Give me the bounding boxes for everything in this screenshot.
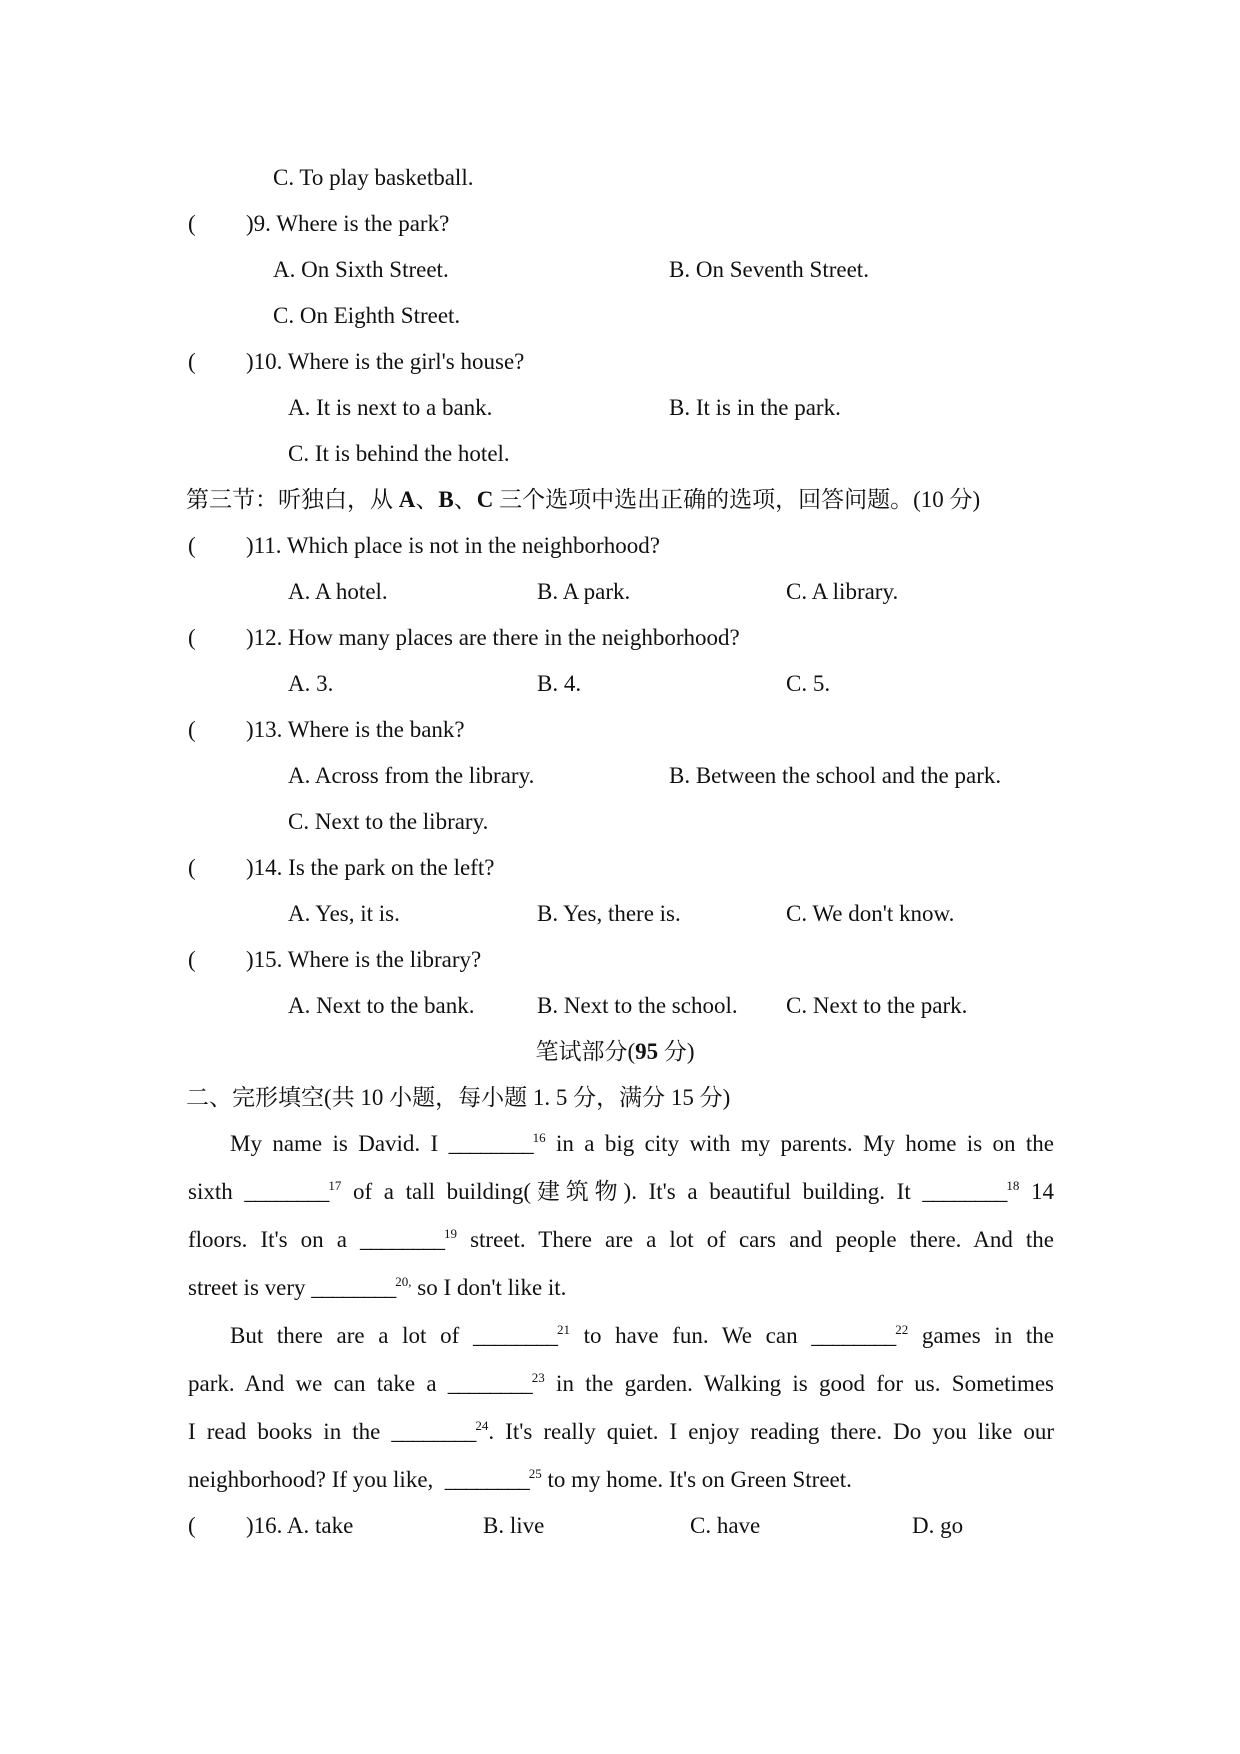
q15-stem: )15. Where is the library? [246,947,482,972]
q8-option-c-row [0,158,1240,198]
q10-option-c: C. It is behind the hotel. [288,441,510,466]
blank-24: ________ [391,1419,476,1444]
q10-stem: )10. Where is the girl's house? [246,349,525,374]
text: But there are a lot of [230,1323,473,1348]
text: street is very [188,1275,312,1300]
text: games in the [908,1323,1055,1348]
text: floors. It's on a [188,1227,361,1252]
q10-options-row [0,388,1240,428]
q12-option-c: C. 5. [786,671,831,696]
q13-stem-row [0,710,1240,750]
blank-number-16: 16 [532,1130,546,1145]
q11-option-c: C. A library. [786,579,899,604]
blank-22: ________ [811,1323,896,1348]
blank-16: ________ [448,1131,533,1156]
passage-p2-line2 [188,1364,1054,1404]
q9-option-a: A. On Sixth Street. [273,257,449,282]
text: My name is David. I [230,1131,449,1156]
cloze-heading: 二、完形填空(共 10 小题，每小题 1. 5 分，满分 15 分) [186,1085,731,1110]
q16-option-d: D. go [912,1513,964,1538]
q13-stem: )13. Where is the bank? [246,717,465,742]
q13-options-row [0,756,1240,796]
blank-19: ________ [360,1227,445,1252]
passage-p2-line4 [188,1460,1054,1500]
q15-option-c: C. Next to the park. [786,993,968,1018]
written-heading-suffix: 分) [658,1039,695,1064]
q15-stem-row [0,940,1240,980]
passage-p2-line3 [188,1412,1054,1452]
blank-number-20: 20, [395,1274,412,1289]
q9-option-c: C. On Eighth Street. [273,303,461,328]
q9-option-c-row [0,296,1240,336]
q13-option-c-row [0,802,1240,842]
section3-heading [0,480,1240,520]
text: park. And we can take a [188,1371,448,1396]
separator: 、 [415,487,439,512]
blank-number-18: 18 [1006,1178,1020,1193]
text: of a tall building(建筑物). It's a beautiful building. It [341,1179,923,1204]
text: street. There are a lot of cars and people there. And the [457,1227,1054,1252]
q16-option-b: B. live [483,1513,545,1538]
blank-18: ________ [922,1179,1007,1204]
q14-option-a: A. Yes, it is. [288,901,400,926]
q14-stem: )14. Is the park on the left? [246,855,495,880]
text: I read books in the [188,1419,392,1444]
section3-heading-part1: 第三节：听独白，从 [186,487,399,512]
q15-option-a: A. Next to the bank. [288,993,475,1018]
blank-20: ________ [311,1275,396,1300]
q11-option-a: A. A hotel. [288,579,388,604]
passage-p1-line3 [188,1220,1054,1260]
text: in a big city with my parents. My home is on the [545,1131,1054,1156]
q9-stem: )9. Where is the park? [246,211,450,236]
q14-option-b: B. Yes, there is. [537,901,681,926]
text: neighborhood? If you like, [188,1467,445,1492]
text: so I don't like it. [411,1275,567,1300]
text: 14 [1019,1179,1054,1204]
q15-option-b: B. Next to the school. [537,993,738,1018]
separator: 、 [453,487,477,512]
blank-number-17: 17 [328,1178,342,1193]
q16-option-c: C. have [690,1513,761,1538]
q13-option-c: C. Next to the library. [288,809,489,834]
text: in the garden. Walking is good for us. Sometimes [544,1371,1054,1396]
blank-17: ________ [244,1179,329,1204]
blank-25: ________ [444,1467,529,1492]
q10-option-b: B. It is in the park. [669,395,841,420]
q8-option-c: C. To play basketball. [273,165,474,190]
q12-option-a: A. 3. [288,671,334,696]
q14-stem-row [0,848,1240,888]
q10-option-a: A. It is next to a bank. [288,395,493,420]
q9-options-row [0,250,1240,290]
blank-number-22: 22 [895,1322,909,1337]
passage-p2-line1 [230,1316,1054,1356]
answer-paren: ( [188,717,196,742]
option-letter-b: B [438,487,454,512]
written-heading-prefix: 笔试部分( [535,1039,636,1064]
passage-p1-line2 [188,1172,1054,1212]
blank-number-19: 19 [444,1226,458,1241]
answer-paren: ( [188,533,196,558]
option-letter-c: C [476,487,494,512]
q12-stem: )12. How many places are there in the neighborhood? [246,625,740,650]
blank-21: ________ [472,1323,557,1348]
q10-option-c-row [0,434,1240,474]
text: sixth [188,1179,245,1204]
q12-option-b: B. 4. [537,671,582,696]
blank-number-23: 23 [531,1370,545,1385]
answer-paren: ( [188,1513,196,1538]
text: . It's really quiet. I enjoy reading there. Do you like our [488,1419,1054,1444]
blank-number-21: 21 [556,1322,570,1337]
text: to my home. It's on Green Street. [541,1467,852,1492]
blank-number-24: 24 [475,1418,489,1433]
answer-paren: ( [188,211,196,236]
q14-options-row [0,894,1240,934]
answer-paren: ( [188,855,196,880]
q13-option-b: B. Between the school and the park. [669,763,1002,788]
answer-paren: ( [188,349,196,374]
cloze-heading-row [0,1078,1240,1118]
q15-options-row [0,986,1240,1026]
q13-option-a: A. Across from the library. [288,763,535,788]
section3-heading-part2: 三个选项中选出正确的选项，回答问题。(10 分) [493,487,981,512]
section3-heading-text [186,480,980,520]
q11-option-b: B. A park. [537,579,631,604]
q11-stem-row [0,526,1240,566]
q11-stem: )11. Which place is not in the neighborhood? [246,533,660,558]
passage-p1-line4 [188,1268,1054,1308]
q16-stem-option-a: )16. A. take [246,1513,354,1538]
passage-p1-line1 [230,1124,1054,1164]
answer-paren: ( [188,947,196,972]
q14-option-c: C. We don't know. [786,901,955,926]
q16-row [0,1506,1240,1546]
q12-options-row [0,664,1240,704]
written-heading-score: 95 [635,1039,659,1064]
written-part-heading [0,1032,1230,1072]
option-letter-a: A [398,487,416,512]
q11-options-row [0,572,1240,612]
q9-option-b: B. On Seventh Street. [669,257,869,282]
blank-23: ________ [447,1371,532,1396]
q10-stem-row [0,342,1240,382]
blank-number-25: 25 [528,1466,542,1481]
q12-stem-row [0,618,1240,658]
text: to have fun. We can [569,1323,812,1348]
answer-paren: ( [188,625,196,650]
q9-stem-row [0,204,1240,244]
